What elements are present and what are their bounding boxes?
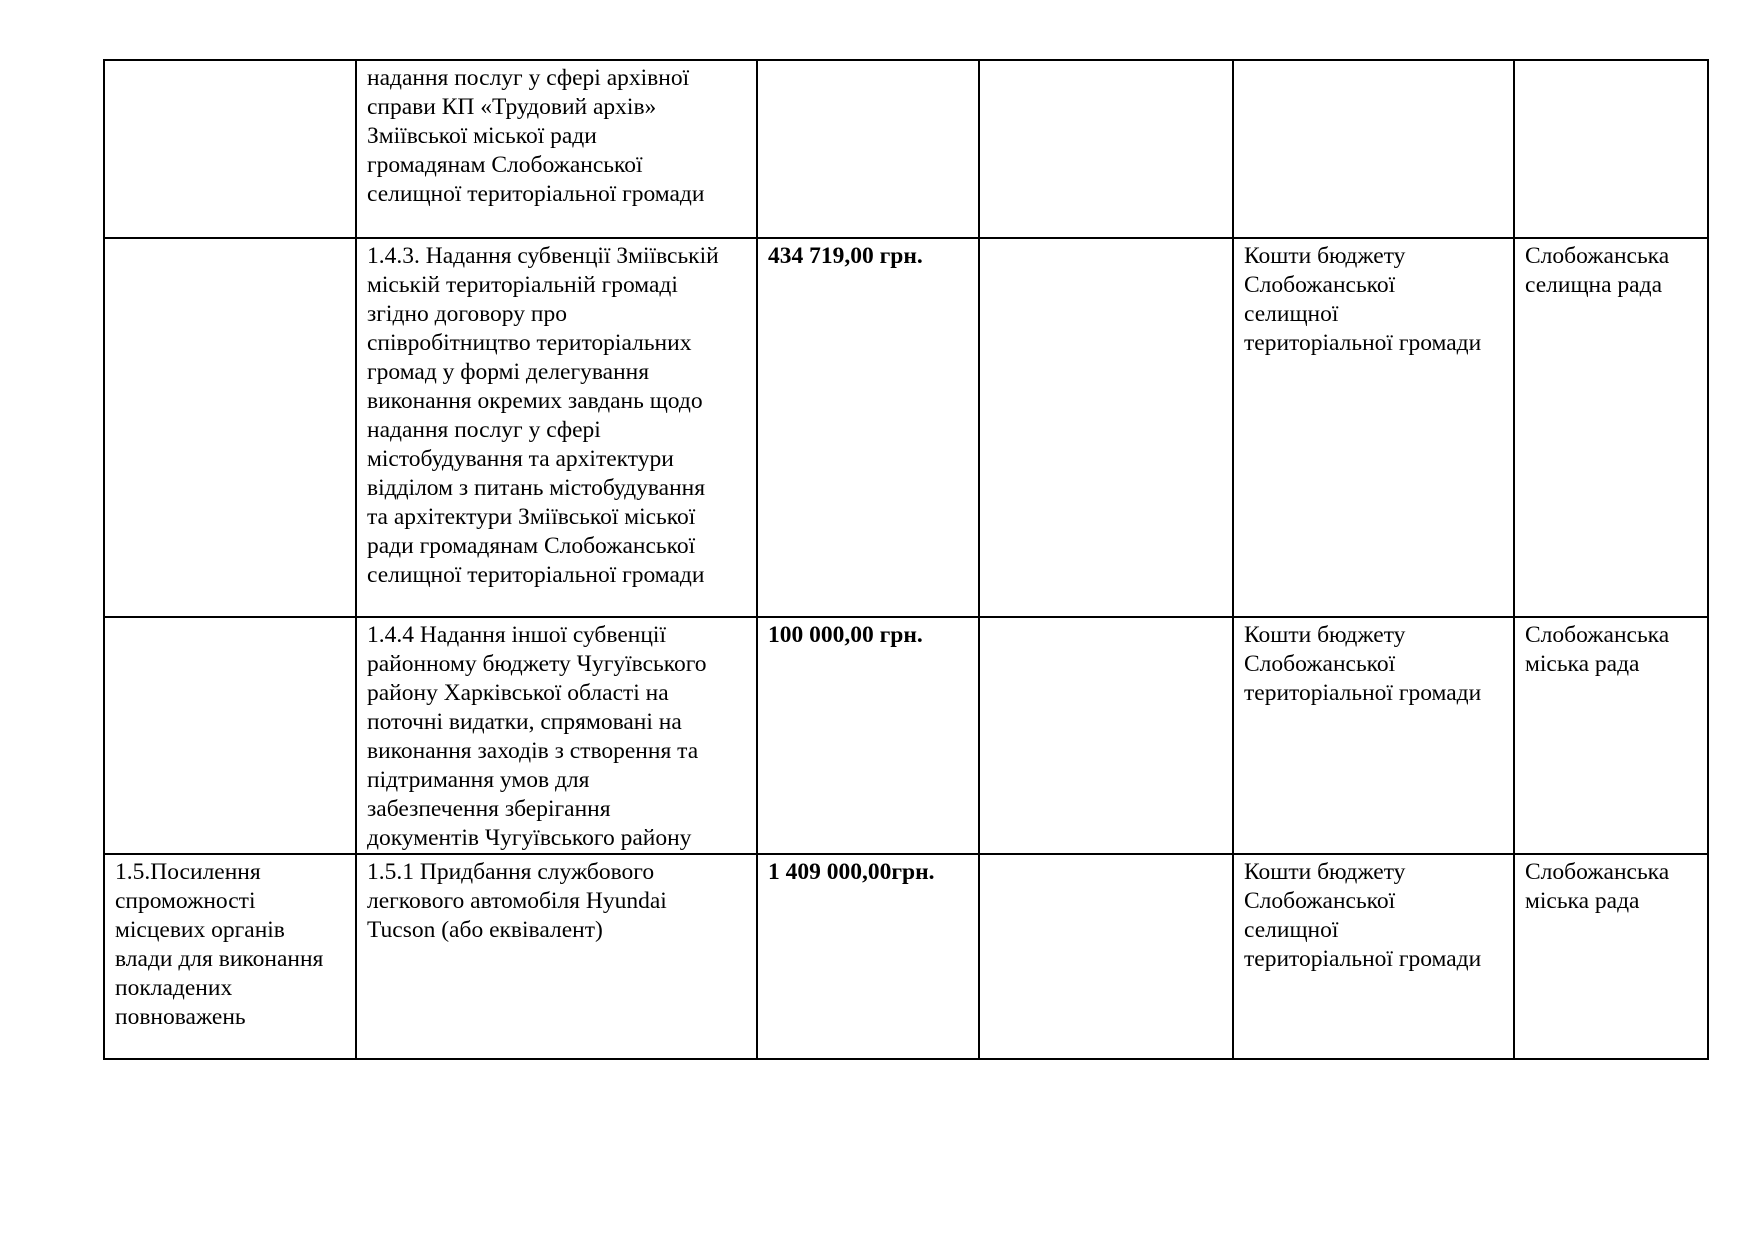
amount-cell: 434 719,00 грн.: [757, 238, 979, 617]
funding-source-cell: Кошти бюджету Слобожанської селищної територіальної громади: [1233, 854, 1514, 1059]
funding-source-cell: [1233, 60, 1514, 238]
amount-cell: [757, 60, 979, 238]
table-row: [104, 60, 1708, 238]
measure-cell: 1.4.3. Надання субвенції Зміївській міській територіальній громаді згідно договору про співробітництво територіальних громад у формі делегування виконання окремих завдань щодо надання послуг у сфері містобудування та архітектури відділом з питань містобудування та архітектури Зміївської міської ради громадянам Слобожанської селищної територіальної громади: [356, 238, 757, 617]
task-cell: [104, 60, 356, 238]
measure-cell: надання послуг у сфері архівної справи КП «Трудовий архів» Зміївської міської ради громадянам Слобожанської селищної територіальної громади: [356, 60, 757, 238]
executor-cell: Слобожанська міська рада: [1514, 617, 1708, 854]
executor-cell: Слобожанська селищна рада: [1514, 238, 1708, 617]
program-measures-table: [103, 59, 1709, 1060]
extra-cell: [979, 238, 1233, 617]
funding-source-cell: Кошти бюджету Слобожанської територіальної громади: [1233, 617, 1514, 854]
table-row: [104, 238, 1708, 617]
funding-source-cell: Кошти бюджету Слобожанської селищної територіальної громади: [1233, 238, 1514, 617]
task-cell: 1.5.Посилення спроможності місцевих органів влади для виконання покладених повноважень: [104, 854, 356, 1059]
amount-cell: 100 000,00 грн.: [757, 617, 979, 854]
executor-cell: [1514, 60, 1708, 238]
executor-cell: Слобожанська міська рада: [1514, 854, 1708, 1059]
extra-cell: [979, 617, 1233, 854]
measure-cell: 1.5.1 Придбання службового легкового автомобіля Hyundai Tucson (або еквівалент): [356, 854, 757, 1059]
task-cell: [104, 238, 356, 617]
extra-cell: [979, 60, 1233, 238]
measure-cell: 1.4.4 Надання іншої субвенції районному бюджету Чугуївського району Харківської області на поточні видатки, спрямовані на виконання заходів з створення та підтримання умов для забезпечення зберігання документів Чугуївського району: [356, 617, 757, 854]
table-row: [104, 617, 1708, 854]
table-row: [104, 854, 1708, 1059]
task-cell: [104, 617, 356, 854]
amount-cell: 1 409 000,00грн.: [757, 854, 979, 1059]
extra-cell: [979, 854, 1233, 1059]
